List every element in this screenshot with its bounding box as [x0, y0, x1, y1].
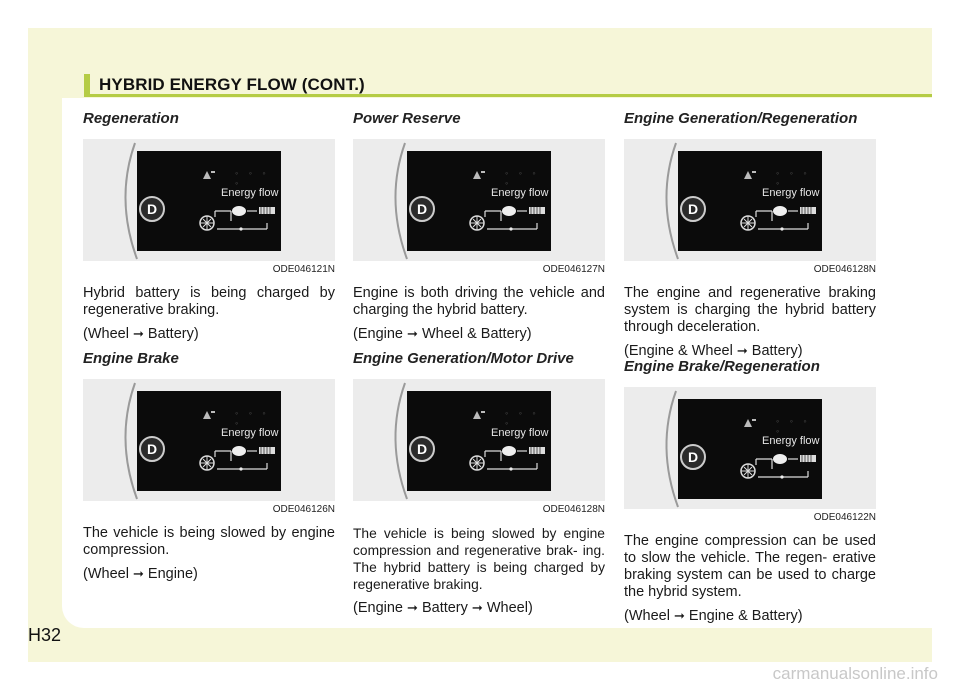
section-title: Engine Generation/Motor Drive [353, 350, 574, 367]
seat-belt-icon [742, 417, 758, 429]
indicator-icons: ◦ ◦ ◦ ◦ [235, 408, 270, 428]
seat-belt-icon [201, 409, 217, 421]
energy-flow-path [83, 566, 335, 582]
energy-flow-display-image [353, 379, 605, 515]
section-title: Engine Brake [83, 350, 179, 367]
section-header-title: HYBRID ENERGY FLOW (CONT.) [99, 75, 365, 94]
section-2-1 [624, 358, 876, 624]
flow-component: Wheel & Battery) [421, 326, 532, 342]
gear-drive-badge: D [139, 196, 165, 222]
header-accent-bar [84, 74, 90, 94]
section-0-0 [83, 110, 335, 342]
section-1-1 [353, 350, 605, 616]
indicator-icons: ◦ ◦ ◦ ◦ [505, 168, 540, 188]
energy-flow-label: Energy flow [491, 187, 549, 199]
arrow-icon: ➞ [132, 326, 144, 341]
energy-flow-diagram-icon [467, 437, 551, 477]
seat-belt-icon [471, 409, 487, 421]
page-number: H32 [28, 625, 62, 645]
energy-flow-display-image [353, 139, 605, 275]
section-title: Engine Generation/Regeneration [624, 110, 858, 127]
flow-component: Battery [421, 600, 468, 616]
image-code: ODE046128N [813, 264, 876, 275]
flow-component: (Engine [353, 600, 403, 616]
section-0-1 [83, 350, 335, 582]
arrow-icon: ➞ [736, 343, 748, 358]
flow-component: (Engine & Wheel [624, 343, 733, 359]
section-description: The vehicle is being slowed by engine compression and regenerative brak- ing. The hybrid battery is being charged by regenerative braking. [353, 526, 605, 592]
section-description: Hybrid battery is being charged by regenerative braking. [83, 285, 335, 318]
energy-flow-label: Energy flow [762, 187, 820, 199]
arrow-icon: ➞ [407, 600, 418, 615]
energy-flow-path [353, 326, 605, 342]
flow-component: Battery) [751, 343, 803, 359]
energy-flow-display-image [624, 387, 876, 523]
energy-flow-diagram-icon [467, 197, 551, 237]
gear-drive-badge: D [680, 196, 706, 222]
section-description: Engine is both driving the vehicle and charging the hybrid battery. [353, 285, 605, 318]
flow-component: (Wheel [83, 326, 129, 342]
image-code: ODE046121N [272, 264, 335, 275]
indicator-icons: ◦ ◦ ◦ ◦ [235, 168, 270, 188]
seat-belt-icon [742, 169, 758, 181]
section-2-0 [624, 110, 876, 359]
energy-flow-diagram-icon [197, 437, 281, 477]
section-title: Engine Brake/Regeneration [624, 358, 820, 375]
energy-flow-diagram-icon [738, 445, 822, 485]
energy-flow-diagram-icon [197, 197, 281, 237]
flow-component: Engine) [147, 566, 198, 582]
seat-belt-icon [201, 169, 217, 181]
energy-flow-display-image [83, 139, 335, 275]
image-code: ODE046127N [542, 264, 605, 275]
energy-flow-display-image [624, 139, 876, 275]
section-description: The engine and regenerative braking system is charging the hybrid battery through deceleration. [624, 285, 876, 335]
section-1-0 [353, 110, 605, 342]
energy-flow-label: Energy flow [221, 427, 279, 439]
energy-flow-path [353, 600, 605, 616]
energy-flow-display-image [83, 379, 335, 515]
energy-flow-label: Energy flow [221, 187, 279, 199]
watermark: carmanualsonline.info [772, 664, 938, 683]
section-description: The engine compression can be used to slow the vehicle. The regen- erative braking system can be used to charge the hybrid system. [624, 533, 876, 600]
gear-drive-badge: D [409, 196, 435, 222]
arrow-icon: ➞ [407, 326, 418, 341]
energy-flow-label: Energy flow [762, 435, 820, 447]
flow-component: (Engine [353, 326, 403, 342]
section-title: Power Reserve [353, 110, 461, 127]
flow-component: Engine & Battery) [688, 608, 803, 624]
indicator-icons: ◦ ◦ ◦ ◦ [505, 408, 540, 428]
indicator-icons: ◦ ◦ ◦ ◦ [776, 168, 811, 188]
seat-belt-icon [471, 169, 487, 181]
image-code: ODE046122N [813, 512, 876, 523]
arrow-icon: ➞ [471, 600, 483, 615]
arrow-icon: ➞ [673, 608, 685, 623]
flow-component: Battery) [147, 326, 199, 342]
energy-flow-path [83, 326, 335, 342]
indicator-icons: ◦ ◦ ◦ ◦ [776, 416, 811, 436]
flow-component: (Wheel [624, 608, 670, 624]
gear-drive-badge: D [139, 436, 165, 462]
image-code: ODE046126N [272, 504, 335, 515]
flow-component: (Wheel [83, 566, 129, 582]
energy-flow-diagram-icon [738, 197, 822, 237]
arrow-icon: ➞ [132, 566, 144, 581]
section-title: Regeneration [83, 110, 179, 127]
gear-drive-badge: D [680, 444, 706, 470]
flow-component: Wheel) [486, 600, 533, 616]
section-description: The vehicle is being slowed by engine compression. [83, 525, 335, 558]
energy-flow-label: Energy flow [491, 427, 549, 439]
gear-drive-badge: D [409, 436, 435, 462]
energy-flow-path [624, 343, 876, 359]
energy-flow-path [624, 608, 876, 624]
image-code: ODE046128N [542, 504, 605, 515]
